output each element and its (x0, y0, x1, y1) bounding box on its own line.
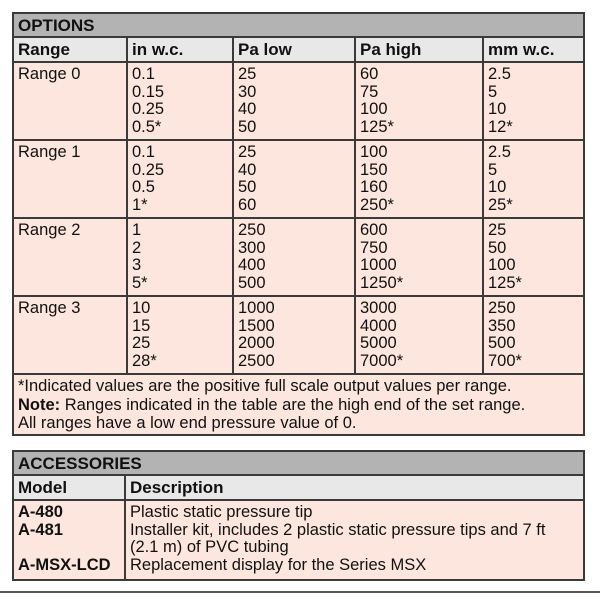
cell-value: 0.1 (132, 143, 155, 161)
cell-value: 4000 (360, 316, 397, 335)
cell-pa-low (234, 63, 356, 139)
cell-in-wc (128, 219, 234, 295)
desc-a-481-line2: (2.1 m) of PVC tubing (130, 538, 289, 556)
cell-value: 125* (360, 117, 394, 136)
cell-value: 5 (488, 82, 498, 101)
cell-value: 250 (238, 221, 266, 239)
cell-range (14, 141, 128, 217)
cell-value: 50 (238, 178, 257, 197)
header-mm-wc: mm w.c. (488, 40, 555, 59)
cell-value: 50 (488, 238, 507, 257)
cell-value: 0.25 (132, 160, 165, 179)
desc-a-480: Plastic static pressure tip (130, 503, 313, 521)
cell-value: 5* (132, 273, 148, 292)
model-spacer (18, 539, 124, 557)
cell-value: 60 (360, 65, 379, 83)
cell-mm-wc (484, 141, 583, 217)
cell-value: 300 (238, 238, 266, 257)
cell-value: 0.5 (132, 178, 155, 197)
cell-in-wc (128, 297, 234, 373)
cell-value: 100 (360, 100, 388, 119)
model-a-480: A-480 (18, 503, 63, 521)
options-notes (14, 375, 583, 433)
cell-value: 2 (132, 238, 142, 257)
accessories-body (14, 501, 583, 579)
cell-value: 25 (488, 221, 507, 239)
accessories-title: ACCESSORIES (14, 452, 583, 476)
cell-value: 15 (132, 316, 151, 335)
cell-value: 25 (238, 143, 257, 161)
page-bottom-rule (0, 591, 600, 593)
cell-value: 1000 (238, 299, 275, 317)
cell-pa-high (356, 63, 484, 139)
cell-mm-wc (484, 219, 583, 295)
cell-value: 1* (132, 195, 148, 214)
range-label: Range 3 (18, 299, 81, 317)
cell-value: 600 (360, 221, 388, 239)
model-a-481: A-481 (18, 520, 63, 539)
cell-value: 0.15 (132, 82, 165, 101)
cell-value: 5000 (360, 334, 397, 353)
cell-value: 250 (488, 299, 516, 317)
cell-value: 25 (132, 334, 151, 353)
cell-pa-low (234, 219, 356, 295)
cell-value: 1 (132, 221, 142, 239)
cell-value: 1250* (360, 273, 404, 292)
cell-value: 40 (238, 160, 257, 179)
options-header-row (14, 38, 583, 63)
range-label: Range 0 (18, 65, 81, 83)
cell-in-wc (128, 63, 234, 139)
accessories-table (12, 450, 585, 581)
cell-value: 160 (360, 178, 388, 197)
cell-value: 10 (132, 299, 151, 317)
note-label: Note: (18, 395, 61, 414)
cell-value: 25 (238, 65, 257, 83)
cell-value: 40 (238, 100, 257, 119)
header-model: Model (14, 476, 126, 499)
cell-value: 0.1 (132, 65, 155, 83)
description-column (126, 501, 583, 579)
cell-pa-high (356, 141, 484, 217)
table-row (14, 141, 583, 219)
cell-value: 500 (488, 334, 516, 353)
model-column (14, 501, 126, 579)
cell-value: 12* (488, 117, 513, 136)
cell-value: 7000* (360, 351, 404, 370)
cell-pa-high (356, 297, 484, 373)
cell-value: 28* (132, 351, 157, 370)
cell-value: 150 (360, 160, 388, 179)
options-table (12, 12, 585, 436)
header-pa-high: Pa high (356, 38, 484, 61)
desc-a-msx-lcd: Replacement display for the Series MSX (130, 555, 427, 574)
options-title: OPTIONS (14, 14, 583, 38)
header-in-wc: in w.c. (128, 38, 234, 61)
cell-value: 100 (488, 256, 516, 275)
cell-value: 2.5 (488, 143, 511, 161)
cell-value: 1000 (360, 256, 397, 275)
cell-value: 2500 (238, 351, 275, 370)
cell-value: 0.25 (132, 100, 165, 119)
cell-pa-high (356, 219, 484, 295)
cell-range (14, 219, 128, 295)
header-description: Description (130, 478, 224, 497)
header-range: Range (14, 38, 128, 61)
cell-value: 5 (488, 160, 498, 179)
cell-pa-low (234, 141, 356, 217)
cell-mm-wc (484, 297, 583, 373)
cell-mm-wc (484, 63, 583, 139)
desc-a-481-line1: Installer kit, includes 2 plastic static pressure tips and 7 ft (130, 520, 546, 539)
accessories-header-row (14, 476, 583, 501)
table-row (14, 297, 583, 375)
table-row (14, 219, 583, 297)
cell-value: 100 (360, 143, 388, 161)
cell-value: 60 (238, 195, 257, 214)
cell-value: 0.5* (132, 117, 162, 136)
cell-value: 750 (360, 238, 388, 257)
cell-value: 350 (488, 316, 516, 335)
cell-value: 3000 (360, 299, 397, 317)
note-line-1: *Indicated values are the positive full scale output values per range. (18, 377, 512, 395)
cell-value: 400 (238, 256, 266, 275)
header-pa-low: Pa low (234, 38, 356, 61)
cell-value: 1500 (238, 316, 275, 335)
cell-range (14, 63, 128, 139)
cell-value: 50 (238, 117, 257, 136)
cell-pa-low (234, 297, 356, 373)
model-a-msx-lcd: A-MSX-LCD (18, 555, 111, 574)
cell-in-wc (128, 141, 234, 217)
note-line-3: All ranges have a low end pressure value of 0. (18, 414, 357, 432)
cell-value: 2.5 (488, 65, 511, 83)
cell-value: 2000 (238, 334, 275, 353)
cell-value: 700* (488, 351, 522, 370)
cell-value: 500 (238, 273, 266, 292)
cell-value: 75 (360, 82, 379, 101)
cell-value: 125* (488, 273, 522, 292)
cell-range (14, 297, 128, 373)
cell-value: 25* (488, 195, 513, 214)
note-line-2 (18, 396, 583, 415)
note-line-2-text: Ranges indicated in the table are the high end of the set range. (60, 395, 526, 414)
cell-value: 10 (488, 178, 507, 197)
cell-value: 3 (132, 256, 142, 275)
cell-value: 10 (488, 100, 507, 119)
cell-value: 250* (360, 195, 394, 214)
cell-value: 30 (238, 82, 257, 101)
range-label: Range 2 (18, 221, 81, 239)
range-label: Range 1 (18, 143, 81, 161)
table-row (14, 63, 583, 141)
